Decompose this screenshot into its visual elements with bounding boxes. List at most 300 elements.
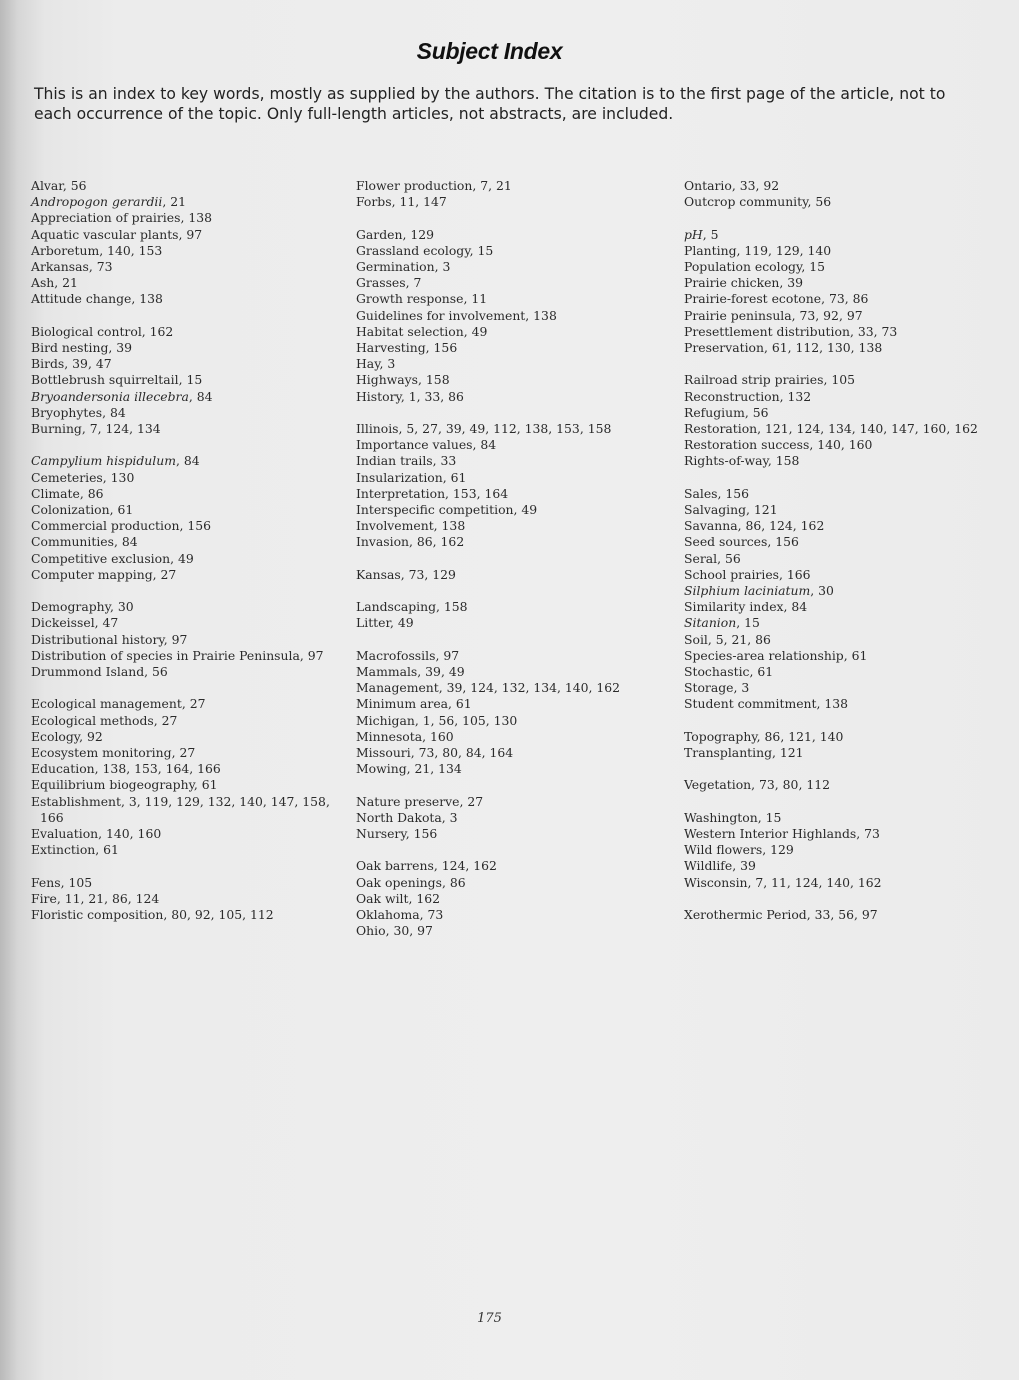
index-pages: , 119, 129, 140 <box>736 242 832 258</box>
index-pages: , 86 <box>441 874 466 890</box>
index-pages: , 162 <box>141 323 174 339</box>
index-pages: , 84 <box>114 534 138 550</box>
index-term: Establishment <box>31 793 122 809</box>
index-term: Washington <box>684 809 758 825</box>
index-pages: , 3 <box>434 259 451 274</box>
index-entry <box>356 696 661 712</box>
index-letter-group <box>684 178 984 210</box>
page-title: Subject Index <box>416 38 563 64</box>
index-entry <box>356 453 661 469</box>
index-term: Fens <box>31 874 61 890</box>
index-pages: , 84 <box>102 404 126 420</box>
index-term: Ecological management <box>31 696 182 712</box>
index-entry <box>356 729 661 745</box>
index-entry <box>31 356 331 372</box>
index-pages: , 3 <box>379 356 396 372</box>
index-pages: , 156 <box>717 485 750 501</box>
index-pages: , 73, 92, 97 <box>791 307 863 323</box>
index-entry <box>31 794 331 826</box>
index-entry <box>684 308 984 324</box>
index-entry <box>356 243 661 259</box>
index-term: Fire <box>31 890 57 906</box>
index-pages: , 156 <box>425 340 458 356</box>
index-entry <box>684 259 984 275</box>
index-pages: , 61, 112, 130, 138 <box>763 340 883 356</box>
index-entry <box>356 340 661 356</box>
index-entry <box>684 453 984 469</box>
index-pages: , 73, 80, 112 <box>751 777 830 793</box>
index-term: Topography <box>684 728 757 744</box>
index-entry <box>684 372 984 388</box>
index-entry <box>31 324 331 340</box>
index-term: Savanna <box>684 518 738 534</box>
index-pages: , 158 <box>436 599 468 615</box>
index-pages: , 97 <box>435 647 460 663</box>
index-entry <box>31 259 331 275</box>
index-pages: , 49 <box>463 323 488 339</box>
index-term: Macrofossils <box>356 647 436 663</box>
index-term: Presettlement distribution <box>684 323 850 339</box>
index-entry <box>31 421 331 437</box>
intro-paragraph: This is an index to key words, mostly as supplied by the authors. The citation is to the first page of the article, not to each occurrence of the topic. Only full-length articles, not abstracts, are included. <box>34 85 946 123</box>
index-entry <box>684 194 984 210</box>
index-term: Management <box>356 680 439 696</box>
index-column-2 <box>356 178 661 956</box>
index-pages: , 33, 56, 97 <box>806 907 878 923</box>
index-term: Grassland ecology <box>356 242 470 258</box>
index-term: Population ecology <box>684 259 802 274</box>
index-term: Hay <box>356 356 380 372</box>
index-entry <box>356 421 661 437</box>
index-entry <box>684 648 984 664</box>
index-entry <box>684 583 984 599</box>
index-term: Transplanting <box>684 745 773 761</box>
index-entry <box>356 291 661 307</box>
index-letter-group <box>31 324 331 437</box>
index-entry <box>684 340 984 356</box>
index-entry <box>31 518 331 534</box>
index-pages: , 86, 162 <box>409 534 465 550</box>
index-term: Ontario <box>684 178 732 193</box>
index-entry <box>684 810 984 826</box>
index-term: Education <box>31 761 95 777</box>
index-entry <box>356 923 661 939</box>
index-term: Oklahoma <box>356 907 420 923</box>
index-pages: , 86, 121, 140 <box>756 728 844 744</box>
index-entry <box>31 502 331 518</box>
index-entry <box>356 470 661 486</box>
index-term: Invasion <box>356 534 410 550</box>
index-term: Preservation <box>684 340 764 356</box>
index-term: Silphium laciniatum <box>684 583 811 599</box>
index-entry <box>356 194 661 210</box>
index-term: Insularization <box>356 469 443 485</box>
index-entry <box>356 907 661 923</box>
index-pages: , 33, 92 <box>731 178 780 193</box>
index-letter-group <box>684 810 984 891</box>
index-entry <box>356 502 661 518</box>
index-term: Salvaging <box>684 502 747 518</box>
index-term: Oak openings <box>356 874 442 890</box>
index-term: Species-area relationship <box>684 647 844 663</box>
index-pages: , 105 <box>60 874 93 890</box>
index-entry <box>31 551 331 567</box>
index-term: Rights-of-way <box>684 453 768 469</box>
index-term: Ash <box>31 275 55 291</box>
index-pages: , 5, 21, 86 <box>707 631 771 647</box>
index-entry <box>31 567 331 583</box>
index-term: Minnesota <box>356 728 423 744</box>
index-entry <box>31 227 331 243</box>
index-term: Harvesting <box>356 340 426 356</box>
index-term: Bryophytes <box>31 404 103 420</box>
index-term: Arkansas <box>31 259 89 275</box>
index-entry <box>31 891 331 907</box>
index-term: Colonization <box>31 502 110 518</box>
index-pages: , 156 <box>179 518 211 534</box>
index-entry <box>31 664 331 680</box>
index-pages: , 49 <box>170 550 194 566</box>
index-term: Stochastic <box>684 664 750 680</box>
index-entry <box>356 826 661 842</box>
index-pages: , 27 <box>459 793 484 809</box>
index-term: Missouri <box>356 745 411 761</box>
index-pages: , 61 <box>442 469 467 485</box>
index-pages: , 158 <box>767 453 800 469</box>
index-column-3 <box>684 178 984 939</box>
index-pages: , 21 <box>162 194 186 210</box>
index-entry <box>684 551 984 567</box>
index-term: Habitat selection <box>356 323 464 339</box>
index-pages: , 121, 124, 134, 140, 147, 160, 162 <box>757 421 978 437</box>
index-pages: , 3 <box>733 680 750 696</box>
index-term: Illinois <box>356 421 399 437</box>
index-entry <box>356 858 661 874</box>
index-pages: , 97 <box>178 226 203 242</box>
index-entry <box>684 291 984 307</box>
index-pages: , 7 <box>405 275 422 291</box>
index-term: Ecology <box>31 728 80 744</box>
index-entry <box>31 340 331 356</box>
index-term: Indian trails <box>356 453 433 469</box>
index-term: Distribution of species in Prairie Peninsula <box>31 647 300 663</box>
index-letter-group <box>31 599 331 680</box>
index-pages: , 39 <box>732 858 756 874</box>
index-term: Restoration <box>684 421 758 437</box>
index-term: Prairie-forest ecotone <box>684 291 822 307</box>
index-term: Reconstruction <box>684 388 780 404</box>
index-entry <box>31 389 331 405</box>
index-pages: , 11, 21, 86, 124 <box>56 890 160 906</box>
index-term: Interpretation <box>356 485 446 501</box>
index-pages: , 121 <box>746 502 778 518</box>
index-term: Guidelines for involvement <box>356 307 526 323</box>
index-term: Nursery <box>356 826 406 842</box>
index-letter-group <box>356 227 661 405</box>
index-pages: , 105 <box>823 372 855 388</box>
index-pages: , 162 <box>408 890 441 906</box>
index-pages: , 11, 147 <box>391 194 447 210</box>
index-term: Similarity index <box>684 599 784 615</box>
index-entry <box>31 534 331 550</box>
index-pages: , 27 <box>181 696 206 712</box>
index-pages: , 140, 153 <box>99 242 163 258</box>
index-pages: , 61 <box>448 696 472 712</box>
index-term: Restoration success <box>684 437 810 453</box>
index-entry <box>356 308 661 324</box>
index-term: Grasses <box>356 275 406 291</box>
index-entry <box>684 875 984 891</box>
index-pages: , 138 <box>525 307 557 323</box>
index-pages: , 56 <box>807 194 832 210</box>
index-pages: , 86 <box>79 485 104 501</box>
index-term: Extinction <box>31 842 96 858</box>
index-letter-group <box>356 421 661 551</box>
index-term: Biological control <box>31 323 142 339</box>
index-term: Railroad strip prairies <box>684 372 824 388</box>
index-term: Western Interior Highlands <box>684 826 857 842</box>
index-pages: , 61 <box>843 647 868 663</box>
index-pages: , 84 <box>175 453 200 469</box>
index-pages: , 5, 27, 39, 49, 112, 138, 153, 158 <box>398 421 612 437</box>
index-pages: , 39, 47 <box>64 356 112 372</box>
index-term: Mowing <box>356 761 407 777</box>
index-term: Commercial production <box>31 518 180 534</box>
index-term: Forbs <box>356 194 392 210</box>
index-pages: , 97 <box>163 631 188 647</box>
index-pages: , 21, 134 <box>406 761 462 777</box>
index-pages: , 80, 92, 105, 112 <box>163 907 274 923</box>
index-entry <box>31 210 331 226</box>
index-entry <box>684 696 984 712</box>
index-term: Cemeteries <box>31 469 103 485</box>
index-entry <box>356 389 661 405</box>
index-entry <box>356 324 661 340</box>
index-pages: , 132 <box>779 388 812 404</box>
index-term: School prairies <box>684 566 780 582</box>
index-entry <box>356 794 661 810</box>
index-term: Michigan <box>356 712 415 728</box>
index-term: Wisconsin <box>684 874 748 890</box>
index-pages: , 56 <box>717 550 741 566</box>
index-entry <box>356 599 661 615</box>
index-pages: , 47 <box>94 615 119 631</box>
index-pages: , 33 <box>432 453 457 469</box>
index-entry <box>31 615 331 631</box>
index-entry <box>356 615 661 631</box>
index-term: Vegetation <box>684 777 752 793</box>
index-entry <box>31 599 331 615</box>
index-pages: , 1, 56, 105, 130 <box>414 712 518 728</box>
index-pages: , 124, 162 <box>433 858 497 874</box>
index-letter-group <box>356 648 661 778</box>
index-term: Competitive exclusion <box>31 550 171 566</box>
index-pages: , 61 <box>193 777 218 793</box>
index-entry <box>356 356 661 372</box>
index-term: Importance values <box>356 437 473 453</box>
index-pages: , 3, 119, 129, 132, 140, 147, 158, 166 <box>40 793 330 825</box>
index-entry <box>356 664 661 680</box>
index-pages: , 61 <box>95 842 119 858</box>
index-entry <box>684 729 984 745</box>
index-term: Refugium <box>684 404 745 420</box>
index-term: Highways <box>356 372 419 388</box>
index-entry <box>684 502 984 518</box>
index-pages: , 130 <box>102 469 135 485</box>
index-pages: , 61 <box>749 664 774 680</box>
index-entry <box>31 729 331 745</box>
index-letter-group <box>684 372 984 469</box>
index-pages: , 56 <box>744 404 769 420</box>
index-entry <box>356 875 661 891</box>
index-term: Outcrop community <box>684 194 808 210</box>
index-entry <box>356 259 661 275</box>
index-pages: , 158 <box>418 372 450 388</box>
index-entry <box>356 680 661 696</box>
index-entry <box>684 858 984 874</box>
index-entry <box>31 696 331 712</box>
index-pages: , 5 <box>702 226 719 242</box>
index-pages: , 7, 124, 134 <box>81 421 161 437</box>
index-pages: , 15 <box>757 809 782 825</box>
index-pages: , 156 <box>405 826 438 842</box>
index-term: Dickeissel <box>31 615 95 631</box>
index-term: Xerothermic Period <box>684 907 807 923</box>
index-entry <box>31 713 331 729</box>
index-term: Aquatic vascular plants <box>31 226 179 242</box>
index-term: Sitanion <box>684 615 737 631</box>
index-entry <box>31 761 331 777</box>
index-entry <box>356 713 661 729</box>
index-letter-group <box>356 794 661 843</box>
index-term: Demography <box>31 599 110 615</box>
index-entry <box>31 178 331 194</box>
index-term: Growth response <box>356 291 464 307</box>
index-pages: , 129 <box>402 226 434 242</box>
index-pages: , 49 <box>513 502 538 518</box>
index-pages: , 138 <box>180 210 212 226</box>
index-entry <box>684 599 984 615</box>
index-term: Wildlife <box>684 858 733 874</box>
index-pages: , 27 <box>153 712 178 728</box>
index-pages: , 56 <box>144 664 168 680</box>
index-term: Wild flowers <box>684 842 763 858</box>
index-term: Bottlebrush squirreltail <box>31 372 179 388</box>
index-entry <box>356 178 661 194</box>
index-entry <box>684 405 984 421</box>
index-pages: , 84 <box>188 388 213 404</box>
index-entry <box>684 907 984 923</box>
index-pages: , 3 <box>441 809 458 825</box>
index-letter-group <box>684 729 984 761</box>
index-entry <box>684 842 984 858</box>
index-pages: , 166 <box>779 566 811 582</box>
index-pages: , 156 <box>767 534 799 550</box>
index-entry <box>684 389 984 405</box>
index-term: Bird nesting <box>31 340 109 356</box>
index-entry <box>684 227 984 243</box>
index-entry <box>356 486 661 502</box>
index-entry <box>31 875 331 891</box>
index-pages: , 73, 129 <box>400 566 456 582</box>
index-letter-group <box>684 907 984 923</box>
index-term: Sales <box>684 485 718 501</box>
index-entry <box>684 421 984 437</box>
index-term: Ecosystem monitoring <box>31 745 172 761</box>
index-pages: , 160 <box>422 728 454 744</box>
index-pages: , 56 <box>62 178 87 193</box>
index-entry <box>356 891 661 907</box>
index-pages: , 27 <box>152 566 177 582</box>
index-term: Planting <box>684 242 737 258</box>
index-entry <box>356 810 661 826</box>
index-pages: , 49 <box>390 615 414 631</box>
index-pages: , 129 <box>762 842 794 858</box>
index-pages: , 73 <box>419 907 444 923</box>
index-entry <box>31 470 331 486</box>
index-term: Communities <box>31 534 114 550</box>
index-term: Distributional history <box>31 631 164 647</box>
index-pages: , 73 <box>856 826 880 842</box>
index-pages: , 30 <box>109 599 134 615</box>
index-pages: , 138 <box>816 696 849 712</box>
index-entry <box>356 534 661 550</box>
index-column-1 <box>31 178 331 939</box>
index-term: Campylium hispidulum <box>31 453 176 469</box>
index-term: History <box>356 388 401 404</box>
index-pages: , 138 <box>433 518 466 534</box>
index-entry <box>684 518 984 534</box>
index-entry <box>356 648 661 664</box>
index-pages: , 39, 49 <box>417 664 465 680</box>
index-term: Mammals <box>356 664 418 680</box>
index-letter-group <box>684 227 984 357</box>
index-entry <box>684 486 984 502</box>
index-term: Interspecific competition <box>356 502 514 518</box>
index-term: Storage <box>684 680 734 696</box>
index-entry <box>684 664 984 680</box>
index-pages: , 97 <box>299 647 324 663</box>
index-entry <box>356 372 661 388</box>
index-term: Prairie peninsula <box>684 307 792 323</box>
index-term: Arboretum <box>31 242 100 258</box>
index-entry <box>31 243 331 259</box>
index-letter-group <box>356 858 661 939</box>
index-entry <box>684 826 984 842</box>
index-term: Involvement <box>356 518 434 534</box>
index-letter-group <box>356 599 661 631</box>
index-entry <box>684 777 984 793</box>
index-term: Landscaping <box>356 599 437 615</box>
index-pages: , 39 <box>108 340 133 356</box>
index-term: Birds <box>31 356 65 372</box>
index-pages: , 7, 11, 124, 140, 162 <box>747 874 882 890</box>
index-entry <box>684 437 984 453</box>
page-number: 175 <box>477 1311 502 1326</box>
index-entry <box>356 275 661 291</box>
index-entry <box>356 227 661 243</box>
index-entry <box>684 243 984 259</box>
index-term: Ecological methods <box>31 712 154 728</box>
index-entry <box>684 534 984 550</box>
index-entry <box>31 745 331 761</box>
index-pages: , 140, 160 <box>809 437 873 453</box>
index-pages: , 138 <box>131 291 163 307</box>
index-term: Oak barrens <box>356 858 434 874</box>
index-term: Computer mapping <box>31 566 153 582</box>
index-entry <box>684 680 984 696</box>
index-term: Oak wilt <box>356 890 409 906</box>
